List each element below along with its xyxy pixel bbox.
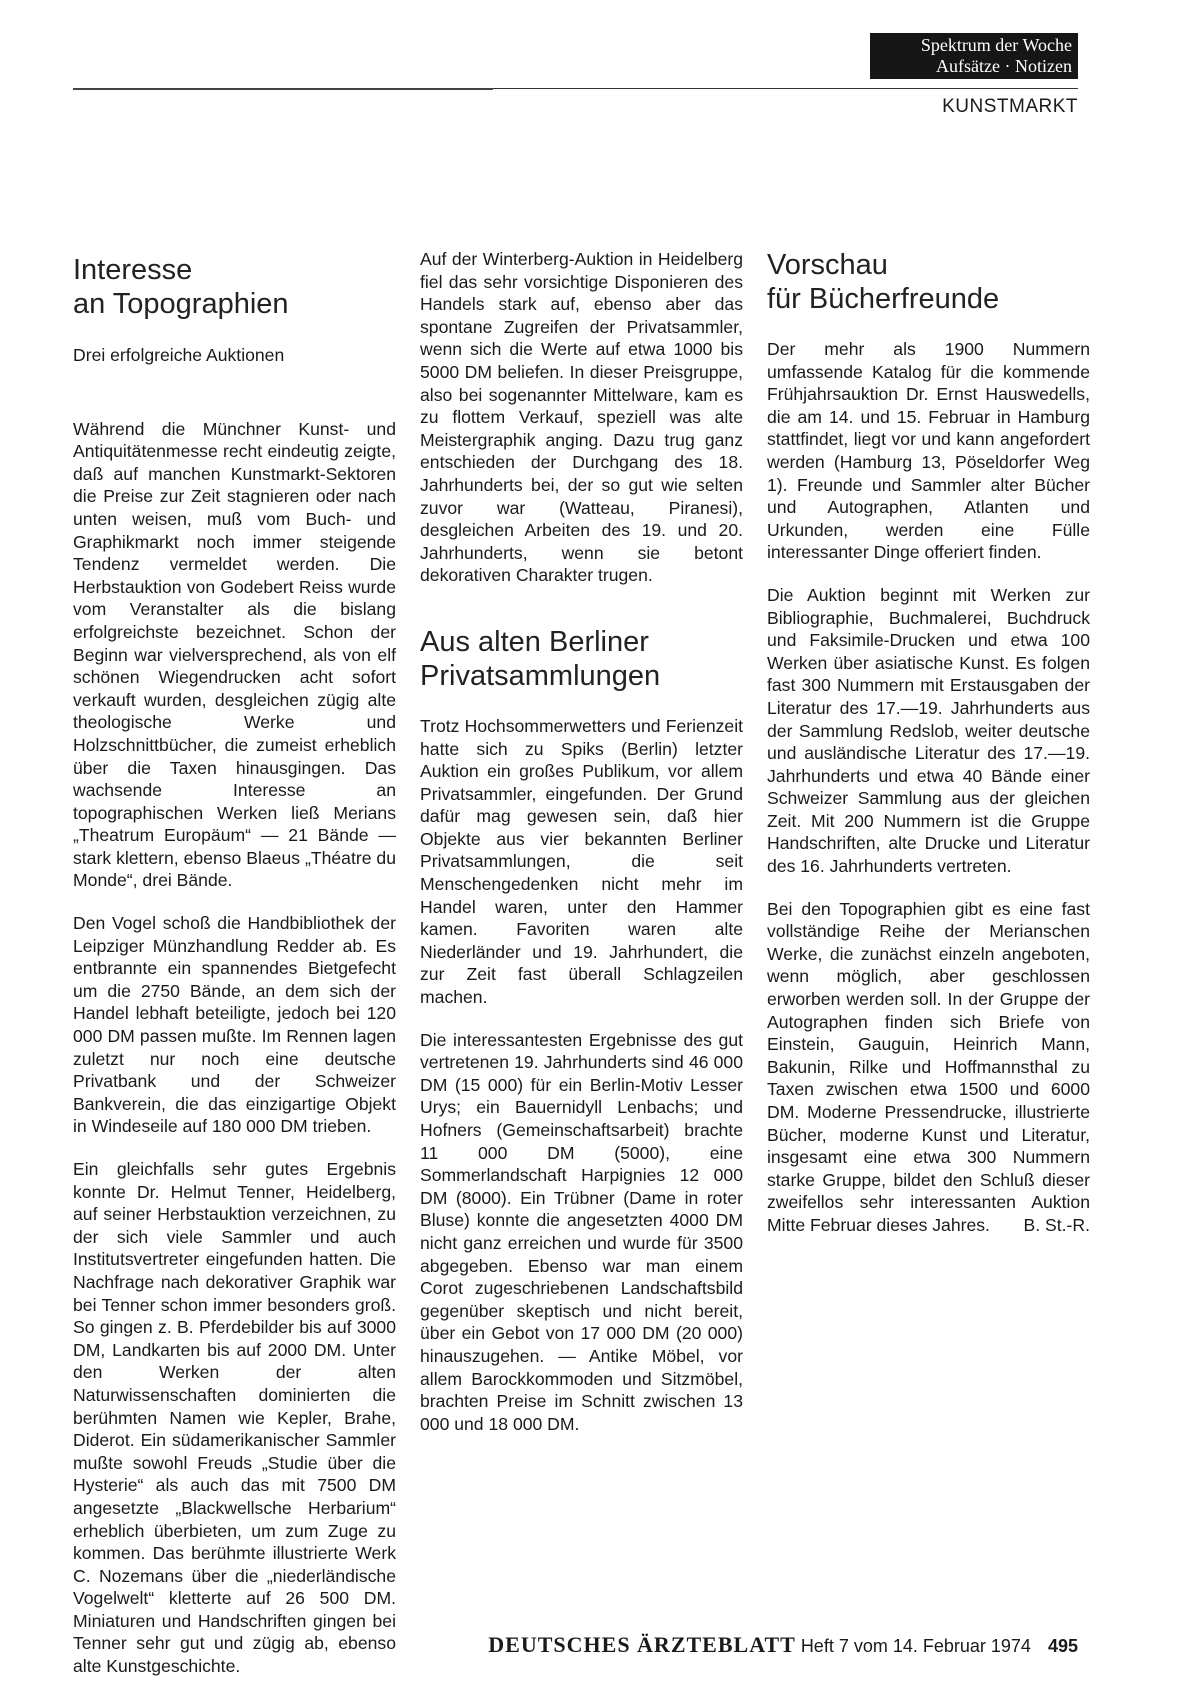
column-2 [420, 248, 743, 1455]
article-1-paragraph-1: Während die Münchner Kunst- und Antiquitätenmesse recht eindeutig zeigte, daß auf manchen Kunstmarkt-Sektoren die Preise zur Zeit stagnieren oder nach unten weisen, muß vom Buch- und Graphikmarkt noch immer steigende Tendenz vermeldet werden. Die Herbstauktion von Godebert Reiss wurde vom Veranstalter als die bislang erfolgreichste bezeichnet. Schon der Beginn war vielversprechend, als von elf schönen Wiegendrucken acht sofort verkauft wurden, desgleichen zügig alte theologische Werke und Holzschnittbücher, die zumeist erheblich über die Taxen hinausgingen. Das wachsende Interesse an topographischen Werken ließ Merians „Theatrum Europäum“ — 21 Bände — stark klettern, ebenso Blaeus „Théatre du Monde“, drei Bände. [73, 418, 396, 891]
article-1-paragraph-2: Den Vogel schoß die Handbibliothek der Leipziger Münzhandlung Redder ab. Es entbrannte ein spannendes Bietgefecht um die 2750 Bände, an dem sich der Handel lebhaft beteiligte, jedoch bei 120 000 DM passen mußte. Im Rennen lagen zuletzt nur noch eine deutsche Privatbank und der Schweizer Bankverein, die das einzigartige Objekt in Windeseile auf 180 000 DM trieben. [73, 913, 396, 1137]
journal-name: DEUTSCHES ÄRZTEBLATT [488, 1632, 796, 1657]
page-footer [488, 1632, 1078, 1658]
article-1-subtitle: Drei erfolgreiche Auktionen [73, 345, 285, 365]
section-badge [870, 33, 1078, 79]
article-1-title-line-1: Interesse [73, 254, 193, 286]
column-1 [73, 253, 396, 1698]
page-number: 495 [1047, 1636, 1078, 1656]
article-2-title [420, 625, 743, 693]
section-label: KUNSTMARKT [942, 96, 1078, 117]
article-3-title-line-2: für Bücherfreunde [767, 283, 1000, 315]
author-signature: B. St.-R. [1023, 1214, 1090, 1235]
article-2-title-line-1: Aus alten Berliner [420, 625, 649, 658]
article-3-paragraph-3 [767, 898, 1090, 1237]
article-3-title-line-1: Vorschau [767, 249, 888, 281]
article-2-paragraph-1: Trotz Hochsommerwetters und Ferienzeit hatte sich zu Spiks (Berlin) letzter Auktion ein großes Publikum, vor allem Privatsammler, eingefunden. Der Grund dafür mag gewesen sein, daß hier Objekte aus vier bekannten Berliner Privatsammlungen, die seit Menschengedenken nicht mehr im Handel waren, unter den Hammer kamen. Favoriten waren alte Niederländer und 19. Jahrhundert, die zur Zeit fast überall Schlagzeilen machen. [420, 715, 743, 1008]
article-3-paragraph-2: Die Auktion beginnt mit Werken zur Bibliographie, Buchmalerei, Buchdruck und Faksimile-Drucken und etwa 100 Werken über asiatische Kunst. Es folgen fast 300 Nummern mit Erstausgaben der Literatur des 17.—19. Jahrhunderts aus der Sammlung Redslob, weiter deutsche und ausländische Literatur des 17.—19. Jahrhunderts und etwa 40 Bände einer Schweizer Sammlung aus der gleichen Zeit. Mit 200 Nummern ist die Gruppe Handschriften, alte Drucke und Literatur des 16. Jahrhunderts vertreten. [767, 584, 1090, 877]
article-3-title [767, 248, 1090, 316]
article-3-paragraph-1: Der mehr als 1900 Nummern umfassende Katalog für die kommende Frühjahrsauktion Dr. Ernst Hauswedells, die am 14. und 15. Februar in Hamburg stattfindet, liegt vor und kann angefordert werden (Hamburg 13, Pöseldorfer Weg 1). Freunde und Sammler alter Bücher und Autographen, Atlanten und Urkunden, werden eine Fülle interessanter Dinge offeriert finden. [767, 339, 1090, 563]
issue-info: Heft 7 vom 14. Februar 1974 [800, 1636, 1031, 1656]
article-2-title-line-2: Privatsammlungen [420, 659, 661, 692]
article-1-paragraph-4: Auf der Winterberg-Auktion in Heidelberg fiel das sehr vorsichtige Disponieren des Handels stark auf, ebenso aber das spontane Zugreifen der Privatsammler, wenn sich die Werte auf etwa 1000 bis 5000 DM beliefen. In dieser Preisgruppe, also bei sogenannter Mittelware, kam es zu flottem Verkauf, speziell was alte Meistergraphik anging. Dazu trug ganz entschieden der Durchgang des 18. Jahrhunderts bei, der so gut wie selten zuvor war (Watteau, Piranesi), desgleichen Arbeiten des 19. und 20. Jahrhunderts, wenn sie betont dekorativen Charakter trugen. [420, 249, 743, 586]
article-1-title-line-2: an Topographien [73, 288, 289, 320]
badge-line-1: Spektrum der Woche [920, 35, 1072, 55]
article-3-paragraph-3-text: Bei den Topographien gibt es eine fast vollständige Reihe der Merianschen Werke, die zunächst einzeln angeboten, wenn möglich, aber geschlossen erworben werden soll. In der Gruppe der Autographen finden sich Briefe von Einstein, Gauguin, Heinrich Mann, Bakunin, Rilke und Hoffmannsthal zu Taxen zwischen etwa 1500 und 6000 DM. Moderne Pressendrucke, illustrierte Bücher, moderne Kunst und Literatur, insgesamt eine etwa 300 Nummern starke Gruppe, bildet den Schluß dieser zweifellos sehr interessanten Auktion Mitte Februar dieses Jahres. [767, 898, 1090, 1235]
article-1-title [73, 253, 396, 321]
article-1-paragraph-3: Ein gleichfalls sehr gutes Ergebnis konnte Dr. Helmut Tenner, Heidelberg, auf seiner Herbstauktion verzeichnen, zu der sich viele Sammler und auch Institutsvertreter eingefunden hatten. Die Nachfrage nach dekorativer Graphik war bei Tenner schon immer besonders groß. So gingen z. B. Pferdebilder bis auf 3000 DM, Landkarten bis auf 2000 DM. Unter den Werken der alten Naturwissenschaften dominierten die berühmten Namen wie Kepler, Brahe, Diderot. Ein südamerikanischer Sammler mußte sowohl Freuds „Studie über die Hysterie“ als auch das mit 7500 DM angesetzte „Blackwellsche Herbarium“ erheblich überbieten, um zum Zuge zu kommen. Das berühmte illustrierte Werk C. Nozemans über die „niederländische Vogelwelt“ kletterte auf 26 500 DM. Miniaturen und Handschriften gingen bei Tenner sehr gut und zügig ab, ebenso alte Kunstgeschichte. [73, 1159, 396, 1677]
article-2-paragraph-2: Die interessantesten Ergebnisse des gut vertretenen 19. Jahrhunderts sind 46 000 DM (15 000) für ein Berlin-Motiv Lesser Urys; ein Bauernidyll Lenbachs; und Hofners (Gemeinschaftsarbeit) brachte 11 000 DM (5000), eine Sommerlandschaft Harpignies 12 000 DM (8000). Ein Trübner (Dame in roter Bluse) konnte die angesetzten 4000 DM nicht ganz erreichen und wurde für 3500 abgegeben. Ebenso war man einem Corot zugeschriebenen Landschaftsbild gegenüber skeptisch und nicht bereit, über ein Gebot von 17 000 DM (20 000) hinauszugehen. — Antike Möbel, vor allem Barockkommoden und Sitzmöbel, brachten Preise im Schnitt zwischen 13 000 und 18 000 DM. [420, 1029, 743, 1434]
column-3 [767, 248, 1090, 1257]
badge-line-2: Aufsätze · Notizen [936, 56, 1072, 76]
header-rule-accent [73, 88, 493, 90]
